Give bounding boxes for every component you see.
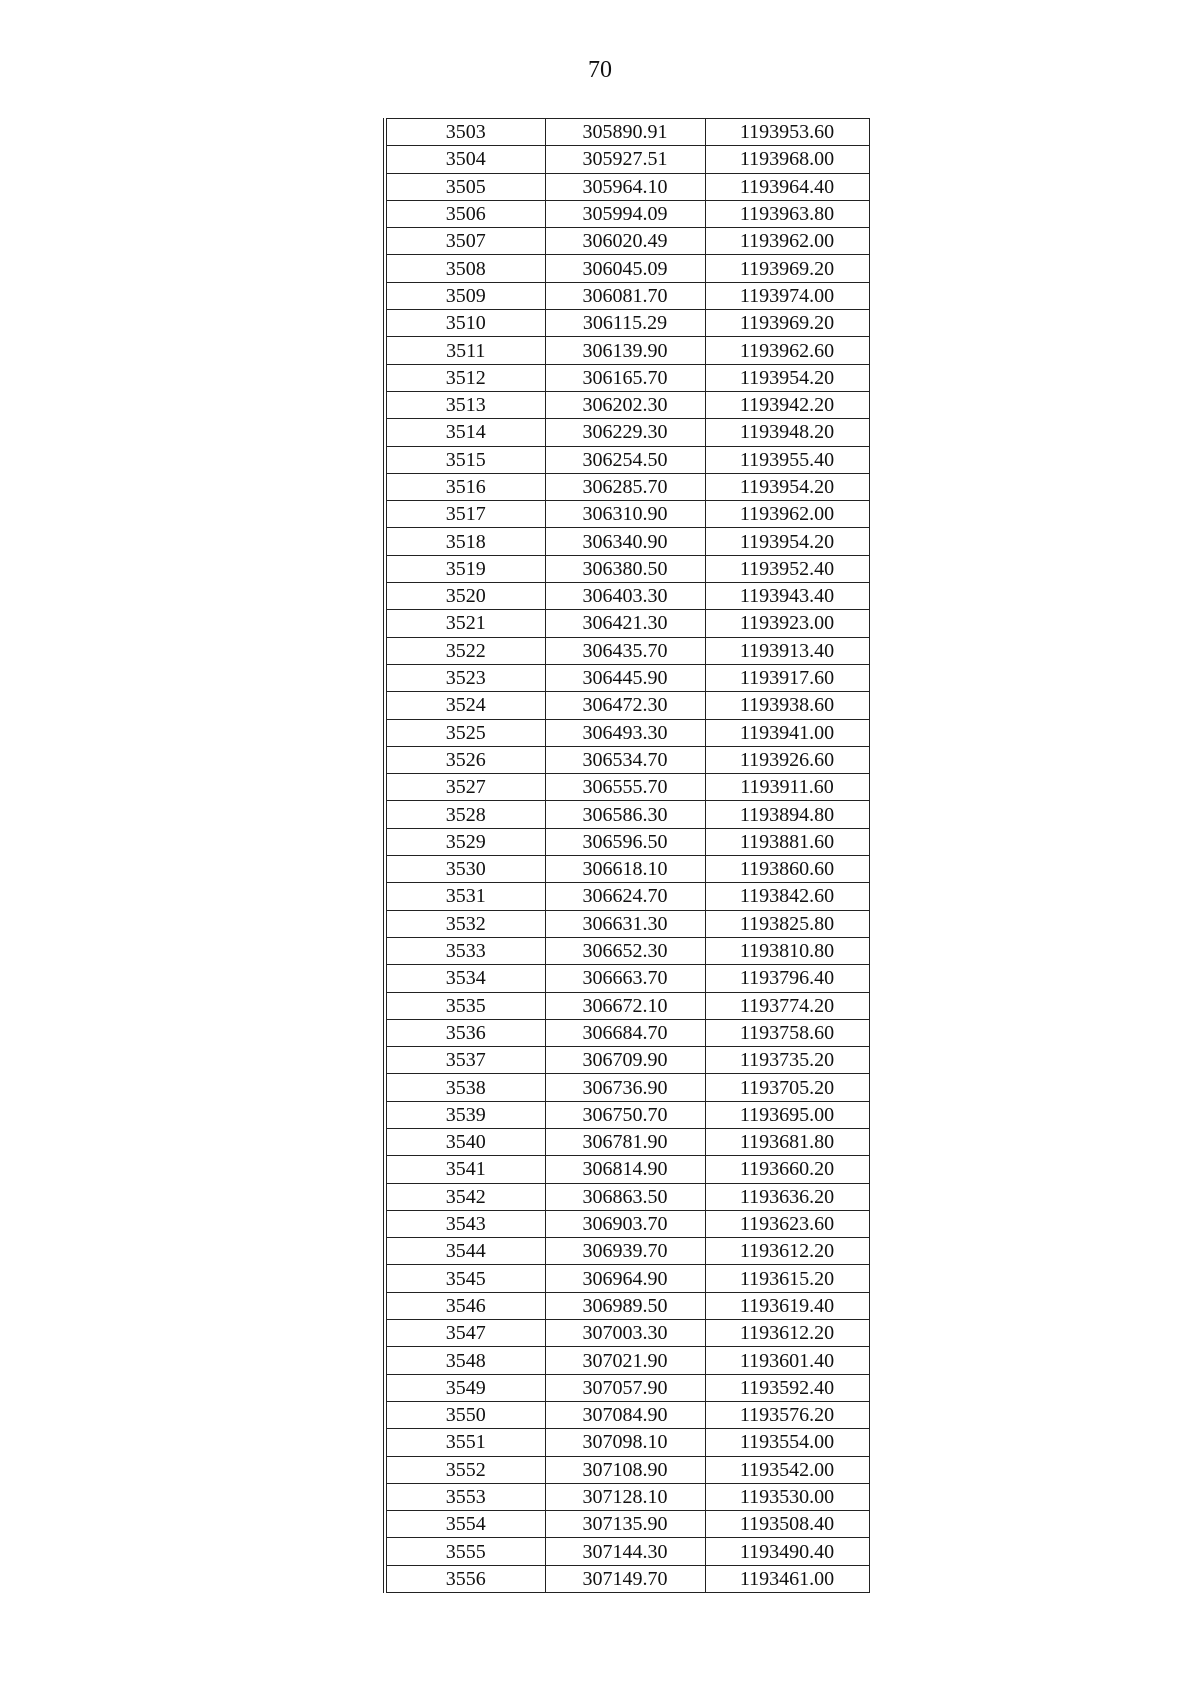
table-row xyxy=(385,746,869,773)
table-row xyxy=(385,1320,869,1347)
y-coordinate-cell: 1193842.60 xyxy=(705,883,869,910)
y-coordinate-cell: 1193810.80 xyxy=(705,937,869,964)
y-coordinate-cell: 1193953.60 xyxy=(705,119,869,146)
table-row xyxy=(385,1210,869,1237)
y-coordinate-cell: 1193592.40 xyxy=(705,1374,869,1401)
table-row xyxy=(385,337,869,364)
x-coordinate-cell: 306435.70 xyxy=(545,637,705,664)
y-coordinate-cell: 1193911.60 xyxy=(705,774,869,801)
x-coordinate-cell: 306663.70 xyxy=(545,965,705,992)
table-row xyxy=(385,1238,869,1265)
table-row xyxy=(385,637,869,664)
table-row xyxy=(385,1401,869,1428)
y-coordinate-cell: 1193636.20 xyxy=(705,1183,869,1210)
table-row xyxy=(385,364,869,391)
y-coordinate-cell: 1193490.40 xyxy=(705,1538,869,1565)
y-coordinate-cell: 1193964.40 xyxy=(705,173,869,200)
table-row xyxy=(385,1347,869,1374)
table-row xyxy=(385,992,869,1019)
table-row xyxy=(385,146,869,173)
table-row xyxy=(385,391,869,418)
y-coordinate-cell: 1193969.20 xyxy=(705,310,869,337)
x-coordinate-cell: 306229.30 xyxy=(545,419,705,446)
page-number: 70 xyxy=(588,57,612,83)
table-row xyxy=(385,664,869,691)
x-coordinate-cell: 306903.70 xyxy=(545,1210,705,1237)
table-row xyxy=(385,1429,869,1456)
x-coordinate-cell: 306624.70 xyxy=(545,883,705,910)
y-coordinate-cell: 1193952.40 xyxy=(705,555,869,582)
point-number-cell: 3538 xyxy=(385,1074,545,1101)
y-coordinate-cell: 1193695.00 xyxy=(705,1101,869,1128)
y-coordinate-cell: 1193954.20 xyxy=(705,364,869,391)
table-row xyxy=(385,1374,869,1401)
x-coordinate-cell: 306964.90 xyxy=(545,1265,705,1292)
table-row xyxy=(385,1483,869,1510)
table-row xyxy=(385,1538,869,1565)
table-row xyxy=(385,1456,869,1483)
table-row xyxy=(385,1292,869,1319)
y-coordinate-cell: 1193508.40 xyxy=(705,1511,869,1538)
point-number-cell: 3521 xyxy=(385,610,545,637)
y-coordinate-cell: 1193461.00 xyxy=(705,1565,869,1592)
x-coordinate-cell: 306709.90 xyxy=(545,1047,705,1074)
point-number-cell: 3541 xyxy=(385,1156,545,1183)
point-number-cell: 3550 xyxy=(385,1401,545,1428)
x-coordinate-cell: 305964.10 xyxy=(545,173,705,200)
x-coordinate-cell: 307149.70 xyxy=(545,1565,705,1592)
point-number-cell: 3508 xyxy=(385,255,545,282)
table-row xyxy=(385,282,869,309)
coordinates-table xyxy=(383,118,870,1593)
y-coordinate-cell: 1193943.40 xyxy=(705,583,869,610)
point-number-cell: 3543 xyxy=(385,1210,545,1237)
x-coordinate-cell: 306618.10 xyxy=(545,856,705,883)
point-number-cell: 3546 xyxy=(385,1292,545,1319)
y-coordinate-cell: 1193962.00 xyxy=(705,501,869,528)
x-coordinate-cell: 307135.90 xyxy=(545,1511,705,1538)
y-coordinate-cell: 1193554.00 xyxy=(705,1429,869,1456)
x-coordinate-cell: 306534.70 xyxy=(545,746,705,773)
point-number-cell: 3503 xyxy=(385,119,545,146)
x-coordinate-cell: 307021.90 xyxy=(545,1347,705,1374)
x-coordinate-cell: 306115.29 xyxy=(545,310,705,337)
x-coordinate-cell: 306380.50 xyxy=(545,555,705,582)
x-coordinate-cell: 306781.90 xyxy=(545,1128,705,1155)
y-coordinate-cell: 1193681.80 xyxy=(705,1128,869,1155)
x-coordinate-cell: 306631.30 xyxy=(545,910,705,937)
table-row xyxy=(385,200,869,227)
point-number-cell: 3510 xyxy=(385,310,545,337)
x-coordinate-cell: 305927.51 xyxy=(545,146,705,173)
point-number-cell: 3527 xyxy=(385,774,545,801)
table-row xyxy=(385,774,869,801)
point-number-cell: 3542 xyxy=(385,1183,545,1210)
point-number-cell: 3529 xyxy=(385,828,545,855)
point-number-cell: 3525 xyxy=(385,719,545,746)
x-coordinate-cell: 306045.09 xyxy=(545,255,705,282)
point-number-cell: 3519 xyxy=(385,555,545,582)
x-coordinate-cell: 306421.30 xyxy=(545,610,705,637)
table-row xyxy=(385,583,869,610)
x-coordinate-cell: 306652.30 xyxy=(545,937,705,964)
point-number-cell: 3535 xyxy=(385,992,545,1019)
table-row xyxy=(385,419,869,446)
point-number-cell: 3520 xyxy=(385,583,545,610)
x-coordinate-cell: 306285.70 xyxy=(545,473,705,500)
table-row xyxy=(385,446,869,473)
x-coordinate-cell: 306493.30 xyxy=(545,719,705,746)
y-coordinate-cell: 1193825.80 xyxy=(705,910,869,937)
table-row xyxy=(385,1101,869,1128)
point-number-cell: 3509 xyxy=(385,282,545,309)
point-number-cell: 3515 xyxy=(385,446,545,473)
y-coordinate-cell: 1193913.40 xyxy=(705,637,869,664)
point-number-cell: 3551 xyxy=(385,1429,545,1456)
y-coordinate-cell: 1193576.20 xyxy=(705,1401,869,1428)
x-coordinate-cell: 306254.50 xyxy=(545,446,705,473)
point-number-cell: 3524 xyxy=(385,692,545,719)
table-row xyxy=(385,610,869,637)
point-number-cell: 3522 xyxy=(385,637,545,664)
table-row xyxy=(385,937,869,964)
y-coordinate-cell: 1193735.20 xyxy=(705,1047,869,1074)
y-coordinate-cell: 1193619.40 xyxy=(705,1292,869,1319)
y-coordinate-cell: 1193926.60 xyxy=(705,746,869,773)
table-row xyxy=(385,1265,869,1292)
point-number-cell: 3544 xyxy=(385,1238,545,1265)
x-coordinate-cell: 307084.90 xyxy=(545,1401,705,1428)
point-number-cell: 3545 xyxy=(385,1265,545,1292)
point-number-cell: 3504 xyxy=(385,146,545,173)
point-number-cell: 3528 xyxy=(385,801,545,828)
y-coordinate-cell: 1193623.60 xyxy=(705,1210,869,1237)
y-coordinate-cell: 1193542.00 xyxy=(705,1456,869,1483)
point-number-cell: 3554 xyxy=(385,1511,545,1538)
table-row xyxy=(385,965,869,992)
x-coordinate-cell: 306202.30 xyxy=(545,391,705,418)
point-number-cell: 3555 xyxy=(385,1538,545,1565)
point-number-cell: 3523 xyxy=(385,664,545,691)
x-coordinate-cell: 306814.90 xyxy=(545,1156,705,1183)
x-coordinate-cell: 306310.90 xyxy=(545,501,705,528)
y-coordinate-cell: 1193948.20 xyxy=(705,419,869,446)
x-coordinate-cell: 306736.90 xyxy=(545,1074,705,1101)
x-coordinate-cell: 305890.91 xyxy=(545,119,705,146)
point-number-cell: 3516 xyxy=(385,473,545,500)
point-number-cell: 3556 xyxy=(385,1565,545,1592)
table-row xyxy=(385,228,869,255)
y-coordinate-cell: 1193612.20 xyxy=(705,1238,869,1265)
y-coordinate-cell: 1193942.20 xyxy=(705,391,869,418)
x-coordinate-cell: 306672.10 xyxy=(545,992,705,1019)
x-coordinate-cell: 307003.30 xyxy=(545,1320,705,1347)
point-number-cell: 3534 xyxy=(385,965,545,992)
point-number-cell: 3553 xyxy=(385,1483,545,1510)
point-number-cell: 3540 xyxy=(385,1128,545,1155)
point-number-cell: 3505 xyxy=(385,173,545,200)
y-coordinate-cell: 1193615.20 xyxy=(705,1265,869,1292)
table-row xyxy=(385,1565,869,1592)
x-coordinate-cell: 307098.10 xyxy=(545,1429,705,1456)
x-coordinate-cell: 307108.90 xyxy=(545,1456,705,1483)
y-coordinate-cell: 1193969.20 xyxy=(705,255,869,282)
x-coordinate-cell: 306081.70 xyxy=(545,282,705,309)
y-coordinate-cell: 1193881.60 xyxy=(705,828,869,855)
table-row xyxy=(385,310,869,337)
y-coordinate-cell: 1193955.40 xyxy=(705,446,869,473)
y-coordinate-cell: 1193601.40 xyxy=(705,1347,869,1374)
point-number-cell: 3511 xyxy=(385,337,545,364)
point-number-cell: 3532 xyxy=(385,910,545,937)
table-row xyxy=(385,1156,869,1183)
y-coordinate-cell: 1193962.60 xyxy=(705,337,869,364)
table-row xyxy=(385,1074,869,1101)
y-coordinate-cell: 1193954.20 xyxy=(705,473,869,500)
y-coordinate-cell: 1193530.00 xyxy=(705,1483,869,1510)
x-coordinate-cell: 306020.49 xyxy=(545,228,705,255)
y-coordinate-cell: 1193962.00 xyxy=(705,228,869,255)
y-coordinate-cell: 1193612.20 xyxy=(705,1320,869,1347)
y-coordinate-cell: 1193660.20 xyxy=(705,1156,869,1183)
point-number-cell: 3537 xyxy=(385,1047,545,1074)
x-coordinate-cell: 306165.70 xyxy=(545,364,705,391)
table-row xyxy=(385,856,869,883)
table-row xyxy=(385,801,869,828)
table-row xyxy=(385,555,869,582)
y-coordinate-cell: 1193894.80 xyxy=(705,801,869,828)
point-number-cell: 3531 xyxy=(385,883,545,910)
table-row xyxy=(385,473,869,500)
x-coordinate-cell: 306139.90 xyxy=(545,337,705,364)
x-coordinate-cell: 306863.50 xyxy=(545,1183,705,1210)
x-coordinate-cell: 306555.70 xyxy=(545,774,705,801)
table-row xyxy=(385,119,869,146)
y-coordinate-cell: 1193923.00 xyxy=(705,610,869,637)
y-coordinate-cell: 1193774.20 xyxy=(705,992,869,1019)
table-row xyxy=(385,1047,869,1074)
x-coordinate-cell: 306684.70 xyxy=(545,1019,705,1046)
point-number-cell: 3514 xyxy=(385,419,545,446)
point-number-cell: 3513 xyxy=(385,391,545,418)
x-coordinate-cell: 306445.90 xyxy=(545,664,705,691)
y-coordinate-cell: 1193974.00 xyxy=(705,282,869,309)
point-number-cell: 3539 xyxy=(385,1101,545,1128)
point-number-cell: 3548 xyxy=(385,1347,545,1374)
table-row xyxy=(385,828,869,855)
table-row xyxy=(385,173,869,200)
x-coordinate-cell: 306989.50 xyxy=(545,1292,705,1319)
table-row xyxy=(385,883,869,910)
table-row xyxy=(385,1128,869,1155)
table-row xyxy=(385,1019,869,1046)
point-number-cell: 3512 xyxy=(385,364,545,391)
table-row xyxy=(385,692,869,719)
y-coordinate-cell: 1193796.40 xyxy=(705,965,869,992)
point-number-cell: 3506 xyxy=(385,200,545,227)
point-number-cell: 3547 xyxy=(385,1320,545,1347)
point-number-cell: 3507 xyxy=(385,228,545,255)
x-coordinate-cell: 306750.70 xyxy=(545,1101,705,1128)
table-row xyxy=(385,255,869,282)
point-number-cell: 3549 xyxy=(385,1374,545,1401)
table-row xyxy=(385,1183,869,1210)
y-coordinate-cell: 1193860.60 xyxy=(705,856,869,883)
x-coordinate-cell: 306939.70 xyxy=(545,1238,705,1265)
y-coordinate-cell: 1193705.20 xyxy=(705,1074,869,1101)
coordinates-table-body xyxy=(385,119,869,1593)
x-coordinate-cell: 306403.30 xyxy=(545,583,705,610)
point-number-cell: 3536 xyxy=(385,1019,545,1046)
x-coordinate-cell: 305994.09 xyxy=(545,200,705,227)
y-coordinate-cell: 1193917.60 xyxy=(705,664,869,691)
point-number-cell: 3533 xyxy=(385,937,545,964)
y-coordinate-cell: 1193963.80 xyxy=(705,200,869,227)
table-row xyxy=(385,910,869,937)
y-coordinate-cell: 1193938.60 xyxy=(705,692,869,719)
y-coordinate-cell: 1193968.00 xyxy=(705,146,869,173)
x-coordinate-cell: 307144.30 xyxy=(545,1538,705,1565)
x-coordinate-cell: 307128.10 xyxy=(545,1483,705,1510)
table-row xyxy=(385,719,869,746)
table-row xyxy=(385,501,869,528)
point-number-cell: 3518 xyxy=(385,528,545,555)
x-coordinate-cell: 306596.50 xyxy=(545,828,705,855)
point-number-cell: 3552 xyxy=(385,1456,545,1483)
y-coordinate-cell: 1193954.20 xyxy=(705,528,869,555)
x-coordinate-cell: 306586.30 xyxy=(545,801,705,828)
x-coordinate-cell: 306472.30 xyxy=(545,692,705,719)
y-coordinate-cell: 1193758.60 xyxy=(705,1019,869,1046)
x-coordinate-cell: 306340.90 xyxy=(545,528,705,555)
point-number-cell: 3517 xyxy=(385,501,545,528)
x-coordinate-cell: 307057.90 xyxy=(545,1374,705,1401)
point-number-cell: 3530 xyxy=(385,856,545,883)
y-coordinate-cell: 1193941.00 xyxy=(705,719,869,746)
table-row xyxy=(385,528,869,555)
table-row xyxy=(385,1511,869,1538)
point-number-cell: 3526 xyxy=(385,746,545,773)
